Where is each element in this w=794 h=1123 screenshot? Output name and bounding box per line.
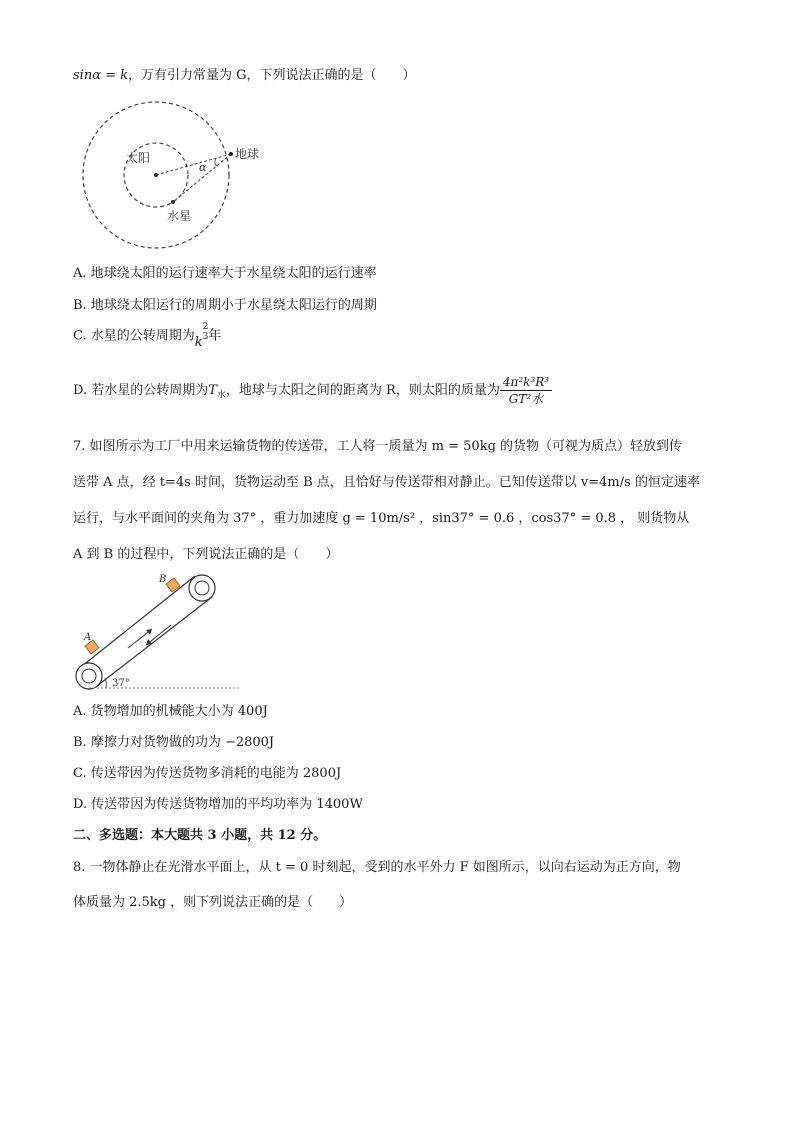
q6-orbit-diagram: [70, 100, 300, 260]
arrow-up-head: [146, 629, 152, 635]
q6-option-d-sub: 水: [216, 390, 226, 401]
q6-intro: [73, 66, 416, 86]
mercury-dot: [171, 200, 175, 204]
q7-conveyor-diagram: [70, 572, 245, 694]
q7-line2: 送带 A 点，经 t=4s 时间，货物运动至 B 点，且恰好与传送带相对静止。已知传送带以 v=4m/s 的恒定速率: [73, 475, 700, 490]
point-a-label: A: [84, 632, 92, 643]
q6-option-d-den: GT²水: [508, 392, 544, 406]
q6-option-c-exp-num: 2: [202, 322, 209, 332]
q6-option-d-t: T: [208, 383, 217, 398]
q7-line4: A 到 B 的过程中，下列说法正确的是（ ）: [73, 547, 339, 562]
q6-option-d: [73, 374, 552, 407]
incline-angle-label: 37°: [112, 678, 130, 689]
earth-dot: [229, 152, 233, 156]
sun-earth-line: [156, 154, 231, 175]
q6-intro-math: sinα = k: [73, 68, 129, 83]
q8-line2: 体质量为 2.5kg ，则下列说法正确的是（ ）: [73, 895, 353, 910]
q6-option-c-post: 年: [208, 328, 222, 344]
alpha-label: α: [199, 161, 207, 174]
q6-option-c-k: k: [194, 334, 203, 350]
q6-option-d-num: 4π²k³R³: [500, 374, 552, 391]
lower-roller: [76, 663, 102, 689]
q6-option-d-mid: ，地球与太阳之间的距离为 R，则太阳的质量为: [225, 383, 500, 398]
q7-option-c: C. 传送带因为传送货物多消耗的电能为 2800J: [73, 766, 342, 781]
q6-option-c-exp-den: 3: [202, 332, 209, 342]
q6-option-c-pre: C. 水星的公转周期为: [73, 328, 195, 344]
q6-intro-text: ，万有引力常量为 G，下列说法正确的是（ ）: [128, 68, 416, 83]
arrow-down-head: [146, 639, 152, 645]
earth-label: 地球: [235, 147, 260, 161]
q6-option-d-pre: D. 若水星的公转周期为: [73, 383, 209, 398]
belt-bottom: [97, 597, 212, 686]
section-title-multiple-choice: 二、多选题：本大题共 3 小题，共 12 分。: [73, 828, 327, 843]
q6-option-a: A. 地球绕太阳的运行速率大于水星绕太阳的运行速率: [73, 266, 377, 281]
sun-dot: [154, 173, 158, 177]
upper-roller: [189, 575, 215, 601]
sun-label: 太阳: [126, 151, 151, 165]
q7-option-a: A. 货物增加的机械能大小为 400J: [73, 704, 268, 719]
point-b-label: B: [159, 574, 167, 585]
q6-option-b: B. 地球绕太阳运行的周期小于水星绕太阳运行的周期: [73, 298, 377, 313]
belt-top: [82, 576, 195, 666]
q8-line1: 8. 一物体静止在光滑水平面上，从 t = 0 时刻起，受到的水平外力 F 如图所示，以向右运动为正方向，物: [73, 860, 681, 875]
q6-option-d-fraction: [500, 374, 552, 407]
q7-line1: 7. 如图所示为工厂中用来运输货物的传送带，工人将一质量为 m = 50kg 的货物（可视为质点）轻放到传: [73, 439, 683, 454]
q7-line3: 运行，与水平面间的夹角为 37° ，重力加速度 g = 10m/s² ，sin37° = 0.6 ，cos37° = 0.8 ， 则货物从: [73, 511, 690, 526]
q6-option-c: [73, 322, 222, 350]
q7-option-b: B. 摩擦力对货物做的功为 −2800J: [73, 735, 275, 750]
mercury-label: 水星: [167, 209, 192, 223]
q7-option-d: D. 传送带因为传送货物增加的平均功率为 1400W: [73, 797, 363, 812]
